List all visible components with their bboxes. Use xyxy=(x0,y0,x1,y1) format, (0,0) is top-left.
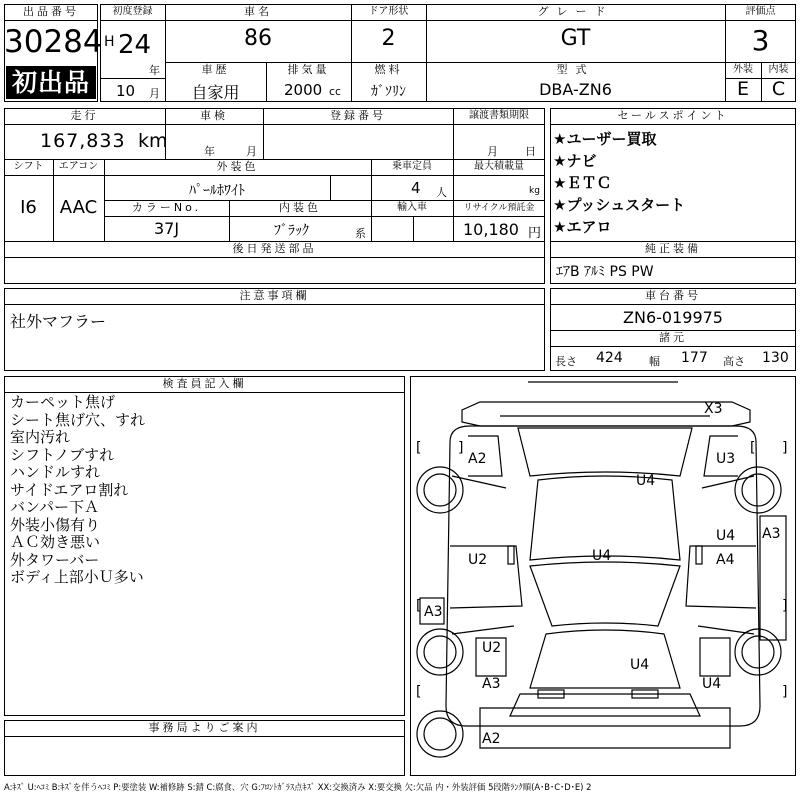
model-label: 型式 xyxy=(556,63,595,76)
notes-label: 注意事項欄 xyxy=(239,289,310,302)
ext-grade: E xyxy=(736,78,749,100)
recycle-unit: 円 xyxy=(528,226,542,241)
inspector-note: ボディ上部小Ｕ多い xyxy=(10,568,144,586)
chassis-value: ZN6-019975 xyxy=(623,308,723,327)
reg-month-unit: 月 xyxy=(149,87,160,100)
inspector-note: 外タワーバー xyxy=(10,550,100,569)
later-parts-label: 後日発送部品 xyxy=(232,242,317,255)
first-listing-label: 初出品 xyxy=(11,68,90,97)
damage-code: A4 xyxy=(716,552,735,568)
svg-text:[: [ xyxy=(750,440,756,456)
load-unit: kg xyxy=(529,186,540,196)
damage-code: U4 xyxy=(716,528,736,544)
transfer-month-unit: 月 xyxy=(487,145,498,158)
load-label: 最大積載量 xyxy=(474,161,524,172)
damage-code: U3 xyxy=(716,451,736,467)
color-label: 外装色 xyxy=(216,160,259,173)
car-damage-diagram xyxy=(410,376,796,776)
office-label: 事務局よりご案内 xyxy=(148,721,261,734)
import-label: 輸入車 xyxy=(397,202,427,213)
inspector-note: シフトノブすれ xyxy=(10,445,115,464)
ac-label: エアコン xyxy=(58,161,99,172)
chassis-label: 車台番号 xyxy=(645,289,701,302)
damage-code: U4 xyxy=(702,676,722,692)
sales-item: ★ＥＴＣ xyxy=(553,174,612,192)
capacity-value: 4 xyxy=(411,179,421,197)
sales-label: セールスポイント xyxy=(617,109,729,122)
model-value: DBA-ZN6 xyxy=(539,80,612,99)
legend-text: A:ｷｽﾞ U:ﾍｺﾐ B:ｷｽﾞを伴うﾍｺﾐ P:要塗装 W:補修跡 S:錆 C:腐食、穴 G:ﾌﾛﾝﾄｶﾞﾗｽ点ｷｽﾞ XX:交換済み X:要交換 欠:欠品 内・外装評価 5段階ﾗﾝｸ順(A･B･C･D･E) 2 xyxy=(4,782,592,792)
color-value: ﾊﾟｰﾙﾎﾜｲﾄ xyxy=(189,183,245,199)
ac-value: AAC xyxy=(59,197,98,218)
inspector-label: 検査員記入欄 xyxy=(162,377,247,390)
name-label: 車名 xyxy=(244,5,272,18)
equipment-label: 純正装備 xyxy=(645,242,701,255)
reg-year: 24 xyxy=(118,30,152,60)
damage-code: A3 xyxy=(762,526,781,542)
sales-item: ★ユーザー買取 xyxy=(553,130,657,148)
history-value: 自家用 xyxy=(191,83,240,102)
reg-month: 10 xyxy=(116,82,136,100)
insp-year-unit: 年 xyxy=(204,145,215,158)
damage-code: U4 xyxy=(592,548,612,564)
width-label: 幅 xyxy=(649,355,660,368)
inspector-note: サイドエアロ割れ xyxy=(10,480,129,499)
svg-text:]: ] xyxy=(782,440,788,456)
colorno-label: カラーNo. xyxy=(131,201,202,214)
height-value: 130 xyxy=(762,350,789,366)
lot-no-label: 出品番号 xyxy=(23,5,79,18)
height-label: 高さ xyxy=(723,355,745,368)
inspector-note: 室内汚れ xyxy=(10,428,71,446)
fuel-label: 燃料 xyxy=(374,63,403,76)
history-label: 車歴 xyxy=(201,63,230,76)
reg-label: 初度登録 xyxy=(112,6,153,17)
width-value: 177 xyxy=(681,350,708,366)
svg-text:[: [ xyxy=(416,598,422,614)
grade-label: グレード xyxy=(537,5,614,18)
capacity-unit: 人 xyxy=(436,186,447,199)
inspection-label: 車検 xyxy=(200,109,228,122)
notes-text: 社外マフラー xyxy=(10,312,107,331)
damage-code: U4 xyxy=(630,657,650,673)
damage-code: A3 xyxy=(482,676,501,692)
damage-code: A3 xyxy=(424,604,443,620)
inspector-note: ハンドルすれ xyxy=(10,463,101,481)
mileage-label: 走行 xyxy=(70,109,99,122)
colorno-value: 37J xyxy=(153,219,180,238)
sales-item: ★エアロ xyxy=(553,218,612,236)
intcolor-value: ﾌﾞﾗｯｸ xyxy=(274,223,309,239)
recycle-label: リサイクル預託金 xyxy=(463,203,535,213)
door-label: ドア形状 xyxy=(368,6,409,17)
int-grade: C xyxy=(771,78,786,100)
score-value: 3 xyxy=(751,24,770,57)
inspector-note: カーペット焦げ xyxy=(10,393,116,411)
reg-year-unit: 年 xyxy=(149,64,160,77)
length-value: 424 xyxy=(596,350,623,366)
intcolor-unit: 系 xyxy=(355,227,366,240)
inspector-note: ＡＣ効き悪い xyxy=(10,533,101,551)
length-label: 長さ xyxy=(555,355,577,368)
mileage-unit: km xyxy=(138,130,168,152)
fuel-value: ｶﾞｿﾘﾝ xyxy=(371,84,406,100)
mileage-value: 167,833 xyxy=(40,130,126,152)
ext-label: 外装 xyxy=(733,64,753,75)
damage-code: U2 xyxy=(468,552,488,568)
shift-label: シフト xyxy=(13,161,44,172)
inspector-note: シート焦げ穴、すれ xyxy=(10,410,146,429)
insp-month-unit: 月 xyxy=(246,145,257,158)
score-label: 評価点 xyxy=(745,6,776,17)
disp-unit: cc xyxy=(329,85,342,98)
equipment-value: ｴｱB ｱﾙﾐ PS PW xyxy=(556,264,654,280)
inspector-note: 外装小傷有り xyxy=(10,515,101,534)
shift-value: I6 xyxy=(20,197,37,218)
car-name: 86 xyxy=(244,26,272,51)
regno-label: 登録番号 xyxy=(330,109,386,122)
damage-code: U4 xyxy=(636,473,656,489)
dims-label: 諸元 xyxy=(659,331,687,344)
sales-item: ★プッシュスタート xyxy=(553,196,686,214)
inspector-note: バンパー下Ａ xyxy=(10,498,99,516)
svg-text:]: ] xyxy=(782,684,788,700)
damage-code: X3 xyxy=(704,401,723,417)
disp-value: 2000 xyxy=(284,81,323,99)
disp-label: 排気量 xyxy=(287,63,330,76)
intcolor-label: 内装色 xyxy=(279,201,321,214)
svg-text:]: ] xyxy=(782,598,788,614)
transfer-label: 譲渡書類期限 xyxy=(469,110,529,121)
damage-code: A2 xyxy=(482,731,501,747)
grade-value: GT xyxy=(560,26,591,51)
svg-text:[: [ xyxy=(416,440,422,456)
transfer-day-unit: 日 xyxy=(525,145,536,158)
door-value: 2 xyxy=(381,26,396,51)
svg-text:[: [ xyxy=(416,684,422,700)
capacity-label: 乗車定員 xyxy=(392,161,432,172)
damage-code: U2 xyxy=(482,640,502,656)
int-label: 内装 xyxy=(768,64,789,75)
recycle-value: 10,180 xyxy=(463,220,519,239)
sales-item: ★ナビ xyxy=(553,152,597,170)
svg-text:]: ] xyxy=(458,440,464,456)
lot-number: 30284 xyxy=(4,24,103,60)
damage-code: A2 xyxy=(468,451,487,467)
reg-era: H xyxy=(104,34,115,50)
